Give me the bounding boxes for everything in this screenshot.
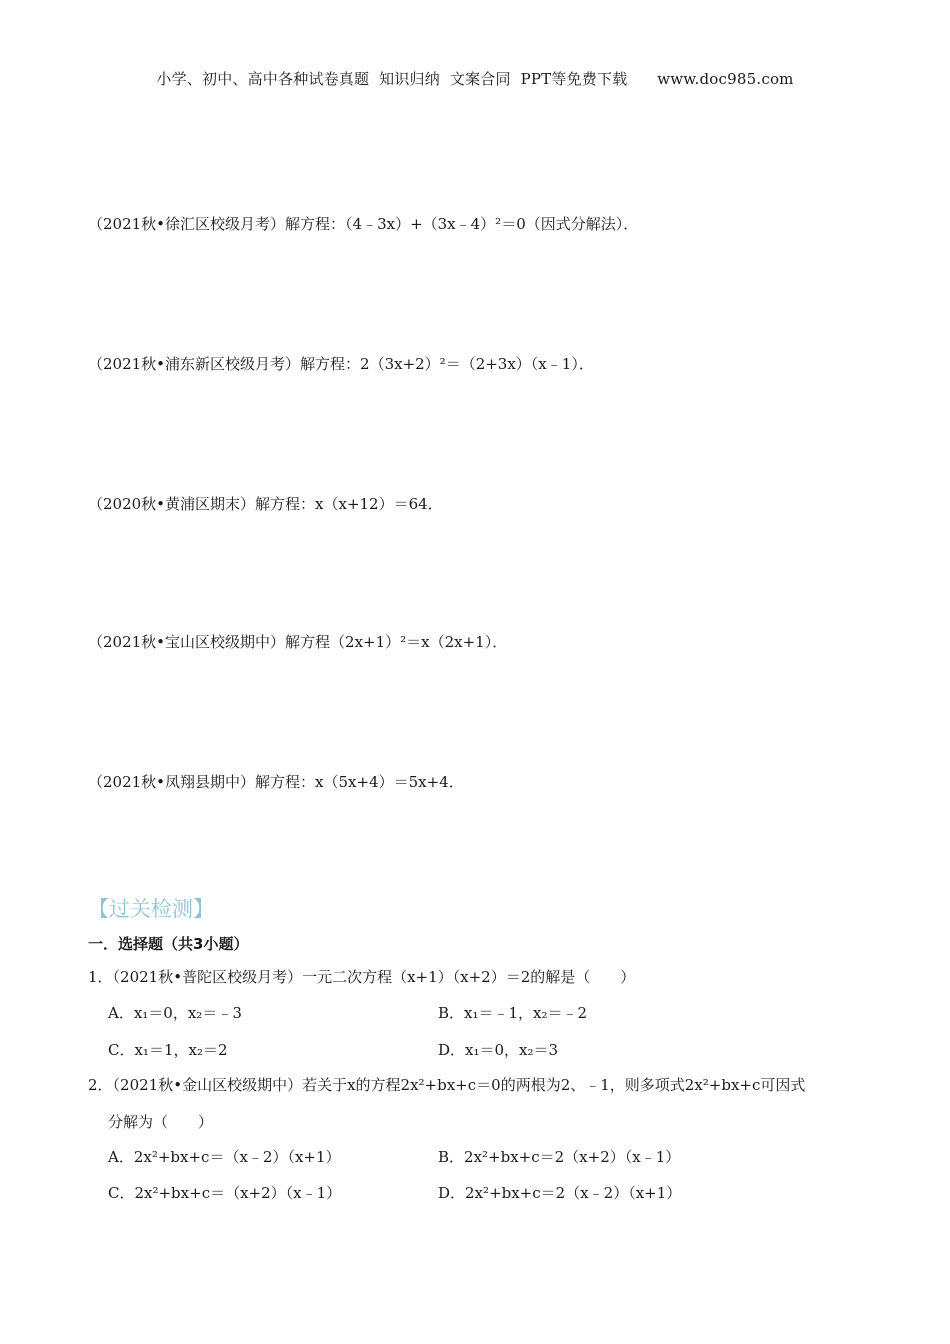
question-1-stem <box>88 967 635 987</box>
question-2-option-a: A．2x²+bx+c＝（x﹣2）（x+1） <box>108 1148 341 1166</box>
question-1-option-d: D．x₁＝0，x₂＝3 <box>438 1041 559 1059</box>
question-number: 2． <box>88 1076 113 1094</box>
problem-12: （2020秋•黄浦区期末）解方程：x（x+12）＝64． <box>88 495 443 513</box>
question-1-option-b: B．x₁＝﹣1，x₂＝﹣2 <box>438 1004 588 1022</box>
question-2-stem-continued: 分解为（ ） <box>108 1113 214 1131</box>
question-1-option-a: A．x₁＝0，x₂＝﹣3 <box>108 1004 242 1022</box>
question-2-option-c: C．2x²+bx+c＝（x+2）（x﹣1） <box>108 1184 342 1202</box>
question-2-option-d: D．2x²+bx+c＝2（x﹣2）（x+1） <box>438 1184 682 1202</box>
subsection-heading: 一．选择题（共3小题） <box>88 935 249 953</box>
question-2-option-b: B．2x²+bx+c＝2（x+2）（x﹣1） <box>438 1148 681 1166</box>
section-title: 【过关检测】 <box>88 897 214 921</box>
question-2-stem <box>88 1075 805 1095</box>
question-stem-text: （2021秋•普陀区校级月考）一元二次方程（x+1）（x+2）＝2的解是（ ） <box>112 968 636 986</box>
page-header: 小学、初中、高中各种试卷真题 知识归纳 文案合同 PPT等免费下载 www.doc985.com <box>156 70 794 88</box>
question-1-option-c: C．x₁＝1，x₂＝2 <box>108 1041 228 1059</box>
problem-14: （2021秋•凤翔县期中）解方程：x（5x+4）＝5x+4． <box>88 773 464 791</box>
problem-11: （2021秋•浦东新区校级月考）解方程：2（3x+2）²＝（2+3x）（x﹣1）． <box>88 355 594 373</box>
question-number: 1． <box>88 968 113 986</box>
problem-10: （2021秋•徐汇区校级月考）解方程：（4﹣3x）+（3x﹣4）²＝0（因式分解法）． <box>88 215 639 233</box>
question-stem-text: （2021秋•金山区校级期中）若关于x的方程2x²+bx+c＝0的两根为2、﹣1，则多项式2x²+bx+c可因式 <box>112 1076 806 1094</box>
problem-13: （2021秋•宝山区校级期中）解方程（2x+1）²＝x（2x+1）． <box>88 633 508 651</box>
